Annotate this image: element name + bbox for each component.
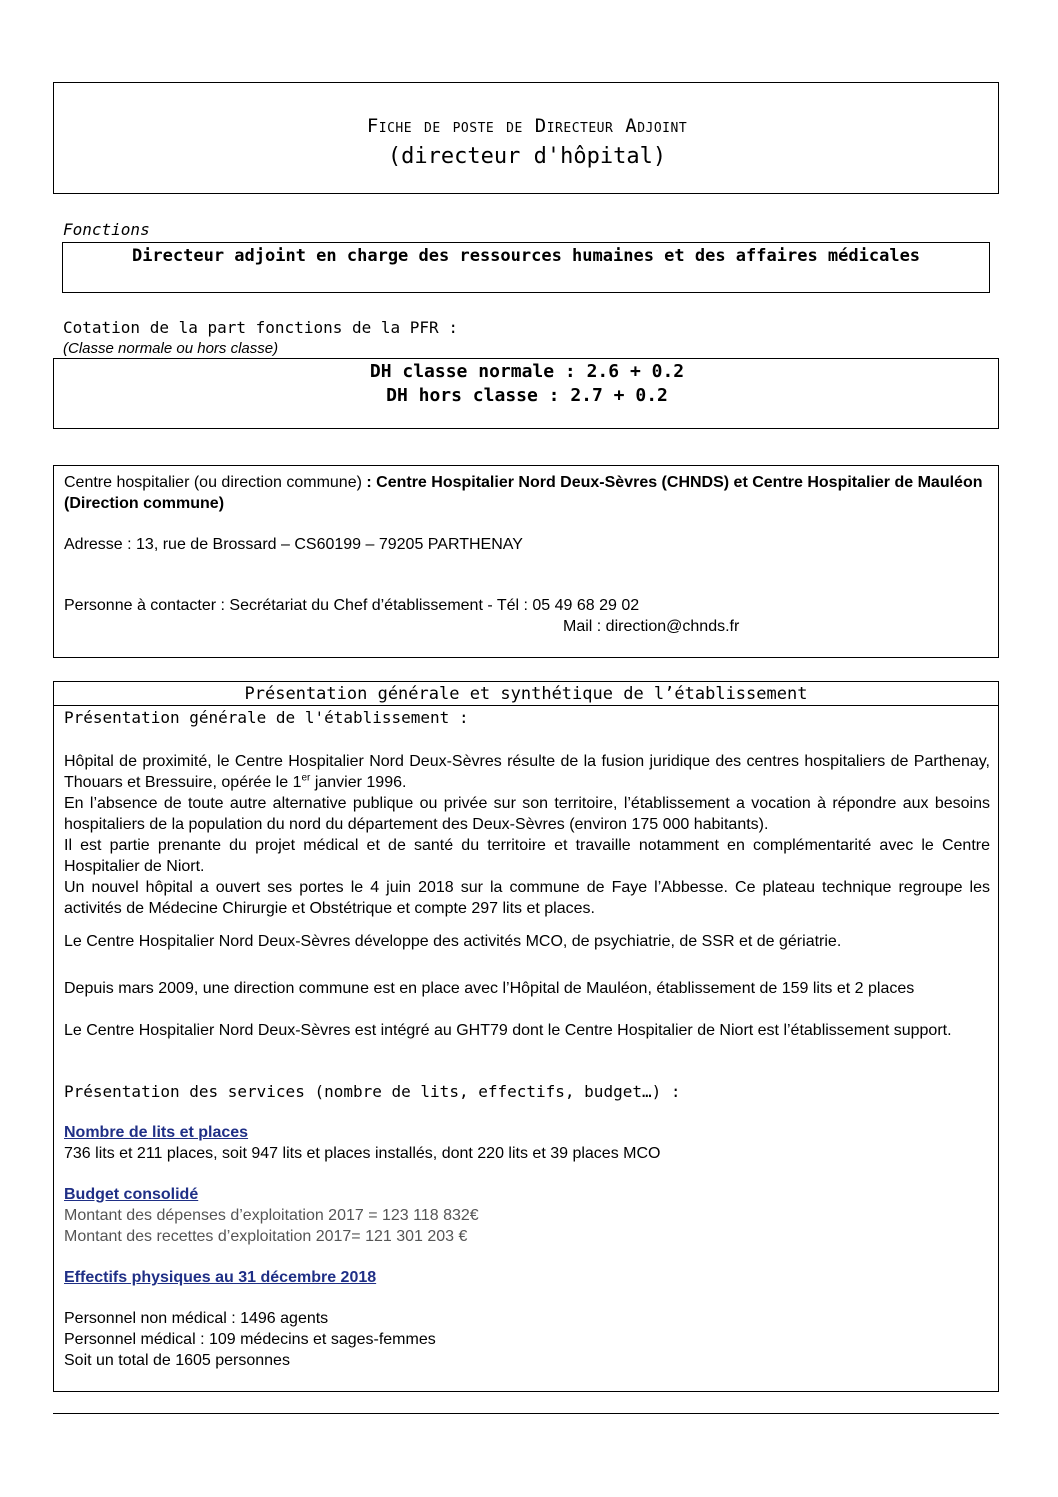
paragraph-vocation: En l’absence de toute autre alternative publique ou privée sur son territoire, l’établissement a vocation à répondre aux besoins hospitaliers de la population du nord du département des Deux-Sèvres (environ 175 000 habitants). [64,795,990,833]
budget-title: Budget consolidé [64,1186,199,1203]
cotation-box [53,358,999,429]
presentation-box [53,681,999,1392]
budget-depenses: Montant des dépenses d’exploitation 2017 = 123 118 832€ [64,1207,479,1224]
paragraph-territory [64,835,990,919]
document-title: Fiche de poste de Directeur Adjoint [366,115,688,137]
effectifs-non-medical: Personnel non médical : 1496 agents [64,1310,329,1327]
services-label: Présentation des services (nombre de lits, effectifs, budget…) : [64,1082,681,1101]
effectifs-total: Soit un total de 1605 personnes [64,1352,290,1369]
document-subtitle: (directeur d'hôpital) [387,144,667,169]
centre-hospitalier-line [64,472,989,514]
paragraph-activities: Le Centre Hospitalier Nord Deux-Sèvres développe des activités MCO, de psychiatrie, de SSR et de gériatrie. [64,933,842,950]
paragraph-history-text: Hôpital de proximité, le Centre Hospitalier Nord Deux-Sèvres résulte de la fusion juridique des centres hospitaliers de Parthenay, Thouars et Bressuire, opérée le 1 [64,753,990,791]
presentation-header: Présentation générale et synthétique de l’établissement [54,682,998,706]
cotation-subtitle: (Classe normale ou hors classe) [63,340,279,357]
lits-text: 736 lits et 211 places, soit 947 lits et places installés, dont 220 lits et 39 places MCO [64,1145,661,1162]
contact-line: Personne à contacter : Secrétariat du Chef d’établissement - Tél : 05 49 68 29 02 [64,597,640,614]
superscript: er [301,772,311,784]
effectifs-medical: Personnel médical : 109 médecins et sages-femmes [64,1331,436,1348]
fonctions-text: Directeur adjoint en charge des ressources humaines et des affaires médicales [131,246,921,266]
paragraph-history-end: janvier 1996. [310,774,407,791]
cotation-label: Cotation de la part fonctions de la PFR : [63,318,458,337]
centre-value: : Centre Hospitalier Nord Deux-Sèvres (CHNDS) et Centre Hospitalier de Mauléon (Direction commune) [64,474,983,512]
fonctions-label: Fonctions [63,220,150,239]
cotation-hors-classe: DH hors classe : 2.7 + 0.2 [386,385,668,406]
paragraph-ght: Le Centre Hospitalier Nord Deux-Sèvres est intégré au GHT79 dont le Centre Hospitalier de Niort est l’établissement support. [64,1022,952,1039]
lits-title: Nombre de lits et places [64,1124,249,1141]
mail-line: Mail : direction@chnds.fr [563,618,740,635]
budget-recettes: Montant des recettes d’exploitation 2017= 121 301 203 € [64,1228,468,1245]
cotation-classe-normale: DH classe normale : 2.6 + 0.2 [369,361,685,382]
presentation-subheader: Présentation générale de l'établissement : [64,708,469,727]
paragraph-history [64,751,990,835]
paragraph-direction-commune: Depuis mars 2009, une direction commune est en place avec l’Hôpital de Mauléon, établissement de 159 lits et 2 places [64,980,915,997]
title-box [53,82,999,194]
paragraph-new-hospital: Un nouvel hôpital a ouvert ses portes le 4 juin 2018 sur la commune de Faye l’Abbesse. Ce plateau technique regroupe les activités de Médecine Chirurgie et Obstétrique et compte 297 lits et places. [64,879,990,917]
centre-hospitalier-box [53,465,999,658]
address-line: Adresse : 13, rue de Brossard – CS60199 – 79205 PARTHENAY [64,536,523,553]
footer-divider [53,1413,999,1414]
effectifs-title: Effectifs physiques au 31 décembre 2018 [64,1269,377,1286]
centre-label: Centre hospitalier (ou direction commune) [64,474,367,491]
paragraph-territory-text: Il est partie prenante du projet médical et de santé du territoire et travaille notamment en complémentarité avec le Centre Hospitalier de Niort. [64,837,990,875]
fonctions-box [62,242,990,293]
